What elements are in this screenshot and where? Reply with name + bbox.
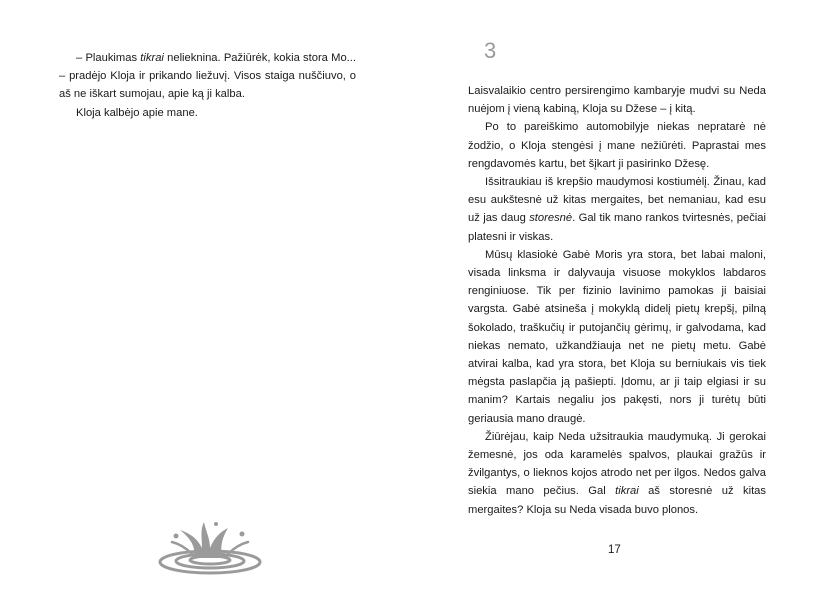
text-run: Po to pareiškimo automobilyje niekas nepratarė nė žodžio, o Kloja stengėsi į mane nežiūrėti. Paprastai mes rengdavomės kartu, bet šįkart ji pasirinko Džesę. (468, 121, 766, 170)
paragraph (468, 173, 766, 246)
paragraph (468, 82, 766, 118)
paragraph: Kloja kalbėjo apie mane. (76, 106, 198, 119)
chapter-number: 3 (484, 38, 497, 63)
paragraph (468, 428, 766, 519)
text-run: Mūsų klasiokė Gabė Moris yra stora, bet labai maloni, visada linksma ir dalyvauja visuose mokyklos labdaros renginiuose. Tik per fizinio lavinimo pamokas ji baisiai vargsta. Gabė atsineša į mokyklą didelį pietų krepšį, pilną šokolado, traškučių ir putojančių gėrimų, ir galvodama, kad niekas nemato, užkandžiauja net ne pietų metu. Gabė atvirai kalba, kad yra stora, bet Kloja su berniukais vis tiek mėgsta paslapčia ją pašiepti. Įdomu, ar ji taip elgiasi ir su manim? Kartais negaliu jos pakęsti, nors ji turėtų būti geriausia mano draugė. (468, 248, 766, 425)
text-run: Išsitraukiau iš krepšio maudymosi kostiumėlį. Žinau, kad esu aukštesnė už kitas mergaites, bet nemaniau, kad esu už jas daug (468, 176, 766, 225)
paragraph (468, 246, 766, 428)
page-number: 17 (608, 544, 621, 556)
paragraph (468, 118, 766, 173)
water-splash-icon (156, 518, 264, 578)
emphasis: tikrai (140, 52, 164, 64)
left-page-text (59, 49, 356, 122)
text-run: Žiūrėjau, kaip Neda užsitraukia maudymuką. Ji gerokai žemesnė, jos oda karamelės spalvos, plaukai gražūs ir žvilgantys, o lieknos kojos atrodo net per ilgos. Nedos galva siekia mano pečius. Gal (468, 430, 766, 498)
emphasis: tikrai (615, 485, 639, 498)
right-page-text (468, 82, 766, 519)
text-run: – Plaukimas (76, 52, 141, 64)
text-run: nelieknina. Pažiūrėk, kokia stora Mo... – pradėjo Kloja ir prikando liežuvį. Visos staiga nuščiuvo, o aš ne iškart sumojau, apie ką ji kalba. (59, 52, 356, 101)
emphasis: storesnė (529, 212, 573, 225)
text-run: aš storesnė už kitas mergaites? Kloja su Neda visada buvo plonos. (468, 485, 766, 516)
text-run: Laisvalaikio centro persirengimo kambaryje mudvi su Neda nuėjom į vieną kabiną, Kloja su Džese – į kitą. (468, 85, 766, 116)
left-page (0, 0, 411, 610)
right-page (412, 0, 823, 610)
paragraph (59, 49, 356, 104)
text-run: . Gal tik mano rankos tvirtesnės, pečiai platesni ir viskas. (468, 212, 766, 243)
